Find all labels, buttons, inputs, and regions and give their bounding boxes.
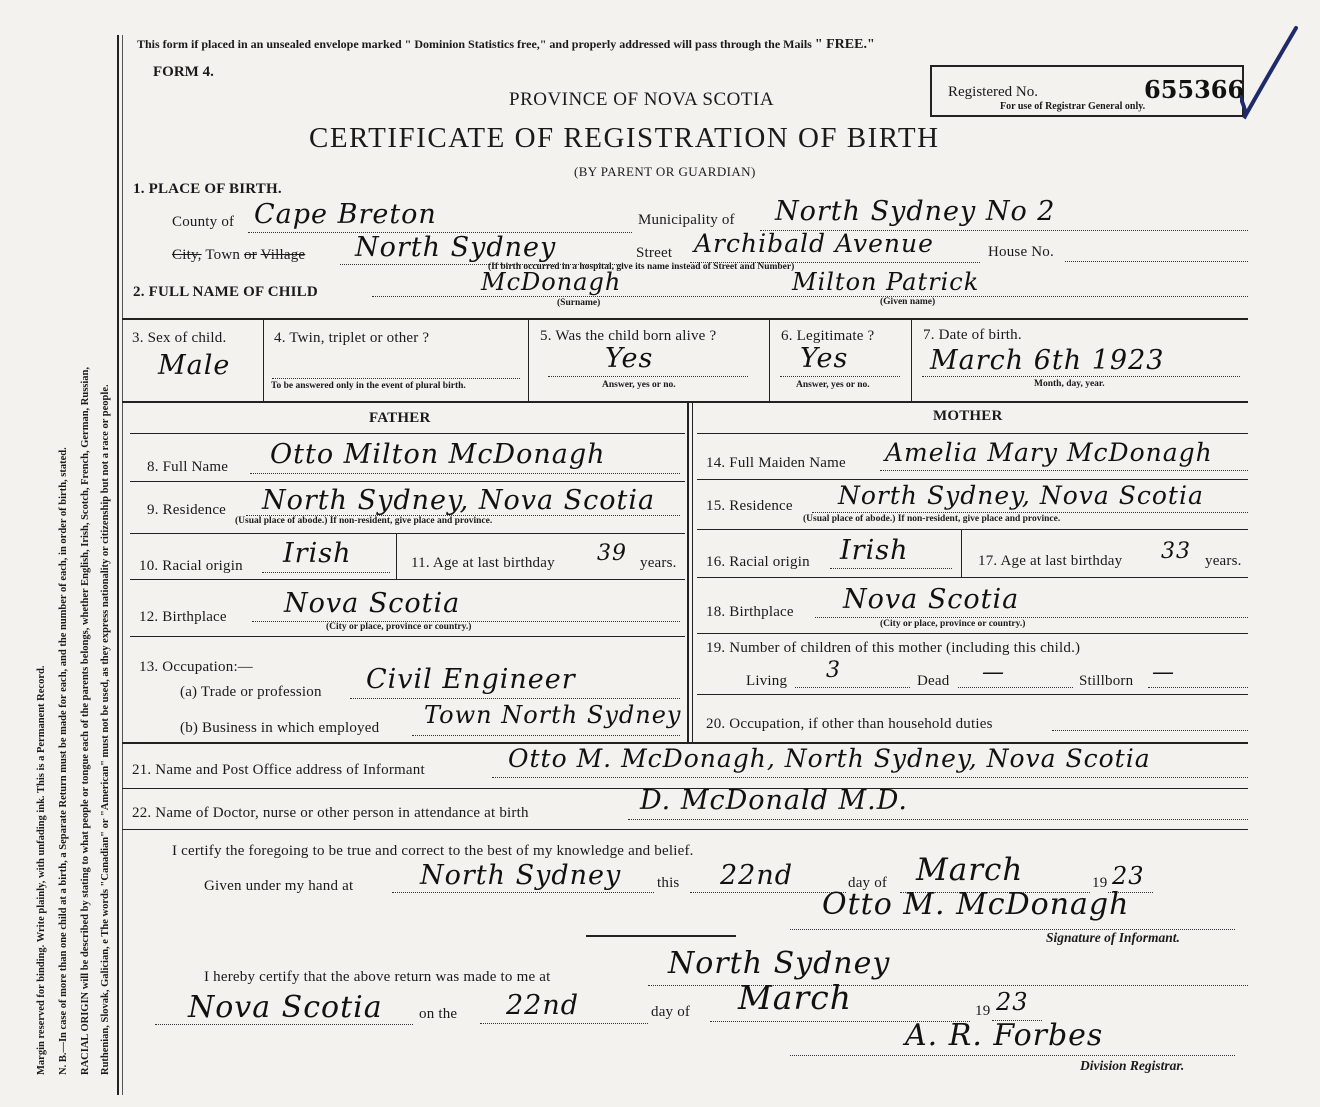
registrar-caption: Division Registrar. xyxy=(1080,1058,1185,1073)
margin-rule xyxy=(117,35,119,1095)
certificate-subtitle: (BY PARENT OR GUARDIAN) xyxy=(574,164,756,179)
row3-bottom-rule xyxy=(122,401,1248,403)
sex-label: 3. Sex of child. xyxy=(132,330,227,346)
registrar-day: 22nd xyxy=(506,990,580,1021)
living-label: Living xyxy=(746,673,788,689)
mother-heading: MOTHER xyxy=(933,408,1003,424)
father-name-line xyxy=(250,473,680,474)
street-label: Street xyxy=(636,245,673,261)
twin-line xyxy=(272,378,520,379)
street-value: Archibald Avenue xyxy=(694,229,934,258)
mother-birth-note: (City or place, province or country.) xyxy=(880,619,1026,629)
child-surname: McDonagh xyxy=(481,268,622,296)
municipality-label: Municipality of xyxy=(638,212,735,228)
father-birth-label: 12. Birthplace xyxy=(139,609,227,625)
legit-value: Yes xyxy=(800,343,849,374)
mother-occ-line xyxy=(1052,730,1248,731)
sex-value: Male xyxy=(158,350,231,381)
registered-box xyxy=(930,65,1244,117)
registrar-year: 23 xyxy=(996,988,1029,1016)
informant-label: 21. Name and Post Office address of Informant xyxy=(132,762,425,778)
alive-label: 5. Was the child born alive ? xyxy=(540,328,717,344)
father-business-line xyxy=(412,735,680,736)
informant-value: Otto M. McDonagh, North Sydney, Nova Scotia xyxy=(508,744,1151,773)
row3-div4 xyxy=(911,320,912,401)
row3-div2 xyxy=(528,320,529,401)
mother-row15-rule xyxy=(697,529,1248,530)
registrar-day-of-label: day of xyxy=(651,1004,691,1020)
certify-month: March xyxy=(916,852,1024,888)
registrar-signature-line xyxy=(790,1055,1235,1056)
parents-center-rule-2 xyxy=(692,403,693,743)
stillborn-label: Stillborn xyxy=(1079,673,1134,689)
registered-label: Registered No. xyxy=(948,84,1038,100)
registrar-month: March xyxy=(738,978,852,1017)
father-business-label: (b) Business in which employed xyxy=(180,720,380,736)
legit-line xyxy=(780,376,900,377)
row3-div1 xyxy=(263,320,264,401)
municipality-value: North Sydney No 2 xyxy=(775,196,1056,227)
doctor-value: D. McDonald M.D. xyxy=(640,785,909,816)
mother-racial-label: 16. Racial origin xyxy=(706,554,810,570)
province-heading: PROVINCE OF NOVA SCOTIA xyxy=(509,89,775,110)
dob-label: 7. Date of birth. xyxy=(923,327,1022,343)
mother-row19-rule xyxy=(697,694,1248,695)
given-place: North Sydney xyxy=(420,860,622,891)
father-head-rule xyxy=(130,433,685,434)
margin-note-2: N. B.—In case of more than one child at a birth, a Separate Return must be made for each, and the number of each, in order of birth, stated. xyxy=(58,447,69,1075)
father-row12-rule xyxy=(130,636,685,637)
twin-label: 4. Twin, triplet or other ? xyxy=(274,330,430,346)
father-heading: FATHER xyxy=(369,410,431,426)
signature-caption: Signature of Informant. xyxy=(1046,930,1180,945)
mother-birth-label: 18. Birthplace xyxy=(706,604,794,620)
father-trade: Civil Engineer xyxy=(366,664,576,695)
father-residence: North Sydney, Nova Scotia xyxy=(262,485,656,516)
city-town-label: City, Town or Village xyxy=(172,247,306,263)
mother-residence: North Sydney, Nova Scotia xyxy=(838,481,1204,510)
father-trade-label: (a) Trade or profession xyxy=(180,684,322,700)
mother-age-label: 17. Age at last birthday xyxy=(978,553,1123,569)
given-caption: (Given name) xyxy=(880,297,936,307)
dead-value: — xyxy=(982,660,1005,685)
father-name-label: 8. Full Name xyxy=(147,459,229,475)
form-number: FORM 4. xyxy=(153,64,214,80)
house-label: House No. xyxy=(988,244,1054,260)
child-given-name: Milton Patrick xyxy=(792,268,980,296)
margin-note-1: Margin reserved for binding. Write plainly, with unfading ink. This is a Permanent Record. xyxy=(36,665,47,1075)
mother-birthplace: Nova Scotia xyxy=(843,584,1020,615)
doctor-label: 22. Name of Doctor, nurse or other person in attendance at birth xyxy=(132,805,529,821)
mother-children-label: 19. Number of children of this mother (including this child.) xyxy=(706,640,1081,656)
certify-year-prefix: 19 xyxy=(1092,875,1108,891)
center-divider xyxy=(586,935,736,937)
margin-note-4: Ruthenian, Slovak, Galician, e The words "Canadian" or "American" must not be used, as they express nationality or citizenship but not a race or people. xyxy=(100,384,111,1075)
surname-caption: (Surname) xyxy=(557,298,601,308)
mother-row14-rule xyxy=(697,479,1248,480)
mother-years: years. xyxy=(1205,553,1242,569)
dead-line xyxy=(958,687,1073,688)
mother-name-line xyxy=(880,470,1248,471)
registrar-on-label: on the xyxy=(419,1006,458,1022)
mother-name-label: 14. Full Maiden Name xyxy=(706,455,846,471)
stillborn-line xyxy=(1148,687,1248,688)
alive-note: Answer, yes or no. xyxy=(602,380,676,390)
margin-rule-inner xyxy=(122,35,123,1095)
father-birth-note: (City or place, province or country.) xyxy=(326,622,472,632)
certificate-title: CERTIFICATE OF REGISTRATION OF BIRTH xyxy=(309,122,940,154)
registrar-place2-line xyxy=(155,1024,413,1025)
mother-row18-rule xyxy=(697,633,1248,634)
mother-racial: Irish xyxy=(840,535,909,566)
informant-line xyxy=(492,777,1248,778)
registrar-signature: A. R. Forbes xyxy=(905,1018,1104,1053)
hospital-note: (If birth occurred in a hospital, give its name instead of Street and Number) xyxy=(488,262,795,272)
registered-number: 655366 xyxy=(1144,75,1245,104)
father-business: Town North Sydney xyxy=(424,701,682,729)
mother-racial-line xyxy=(830,568,952,569)
mail-notice: This form if placed in an unsealed envelope marked " Dominion Statistics free," and properly addressed will pass through the Mails " FREE." xyxy=(137,37,875,52)
father-residence-label: 9. Residence xyxy=(147,502,227,518)
mother-row16-rule xyxy=(697,577,1248,578)
stillborn-value: — xyxy=(1152,660,1175,685)
alive-line xyxy=(548,376,748,377)
father-racial-line xyxy=(262,572,390,573)
dob-note: Month, day, year. xyxy=(1034,379,1105,389)
mother-occ-label: 20. Occupation, if other than household duties xyxy=(706,716,993,732)
mother-name: Amelia Mary McDonagh xyxy=(885,438,1213,467)
father-row8-rule xyxy=(130,481,685,482)
father-age-div xyxy=(396,533,397,579)
margin-note-3: RACIAL ORIGIN will be described by stating to what people or tongue each of the parents belongs, whether English, Irish, Scotch, French, German, Russian, xyxy=(80,366,91,1075)
father-row10-rule xyxy=(130,579,685,580)
father-row9-rule xyxy=(130,533,685,534)
mother-residence-line xyxy=(812,512,1248,513)
town-value: North Sydney xyxy=(355,232,557,263)
father-residence-note: (Usual place of abode.) If non-resident, give place and province. xyxy=(235,516,493,526)
house-line xyxy=(1065,261,1248,262)
mother-age-div xyxy=(961,529,962,577)
registrar-text: I hereby certify that the above return was made to me at xyxy=(204,969,551,985)
registrar-place2: Nova Scotia xyxy=(188,990,383,1025)
row22-rule xyxy=(122,829,1248,830)
registrar-note: For use of Registrar General only. xyxy=(1000,101,1146,112)
registrar-day-line xyxy=(480,1023,648,1024)
mother-head-rule xyxy=(697,433,1248,434)
certify-text: I certify the foregoing to be true and correct to the best of my knowledge and belief. xyxy=(172,843,694,859)
father-racial: Irish xyxy=(283,538,352,569)
father-racial-label: 10. Racial origin xyxy=(139,558,243,574)
place-heading: 1. PLACE OF BIRTH. xyxy=(133,181,282,197)
father-age-label: 11. Age at last birthday xyxy=(411,555,555,571)
day-of-label: day of xyxy=(848,875,888,891)
dead-label: Dead xyxy=(917,673,950,689)
child-name-label: 2. FULL NAME OF CHILD xyxy=(133,284,318,300)
living-value: 3 xyxy=(826,658,841,683)
row3-div3 xyxy=(769,320,770,401)
father-years: years. xyxy=(640,555,677,571)
given-place-line xyxy=(392,892,654,893)
father-birthplace: Nova Scotia xyxy=(284,588,461,619)
county-value: Cape Breton xyxy=(254,199,437,230)
child-name-line xyxy=(372,296,1248,297)
dob-line xyxy=(922,376,1240,377)
given-label: Given under my hand at xyxy=(204,878,354,894)
dob-value: March 6th 1923 xyxy=(930,345,1165,376)
certify-day: 22nd xyxy=(720,860,794,891)
father-occ-label: 13. Occupation:— xyxy=(139,659,254,675)
certify-year: 23 xyxy=(1112,862,1145,890)
mother-residence-note: (Usual place of abode.) If non-resident, give place and province. xyxy=(803,514,1061,524)
legit-note: Answer, yes or no. xyxy=(796,380,870,390)
row3-top-rule xyxy=(122,318,1248,320)
mother-age: 33 xyxy=(1161,539,1191,564)
informant-signature: Otto M. McDonagh xyxy=(822,887,1130,922)
check-mark xyxy=(1240,22,1300,122)
twin-note: To be answered only in the event of plural birth. xyxy=(271,381,466,391)
father-trade-line xyxy=(350,698,680,699)
living-line xyxy=(795,687,910,688)
registrar-place1: North Sydney xyxy=(668,946,891,981)
mother-residence-label: 15. Residence xyxy=(706,498,793,514)
county-label: County of xyxy=(172,214,235,230)
this-label: this xyxy=(657,875,680,891)
legit-label: 6. Legitimate ? xyxy=(781,328,875,344)
father-name: Otto Milton McDonagh xyxy=(270,439,606,470)
alive-value: Yes xyxy=(605,343,654,374)
mother-birth-line xyxy=(815,617,1248,618)
father-age: 39 xyxy=(597,541,627,566)
parents-center-rule xyxy=(687,403,689,743)
doctor-line xyxy=(628,819,1248,820)
registrar-year-prefix: 19 xyxy=(975,1003,991,1019)
